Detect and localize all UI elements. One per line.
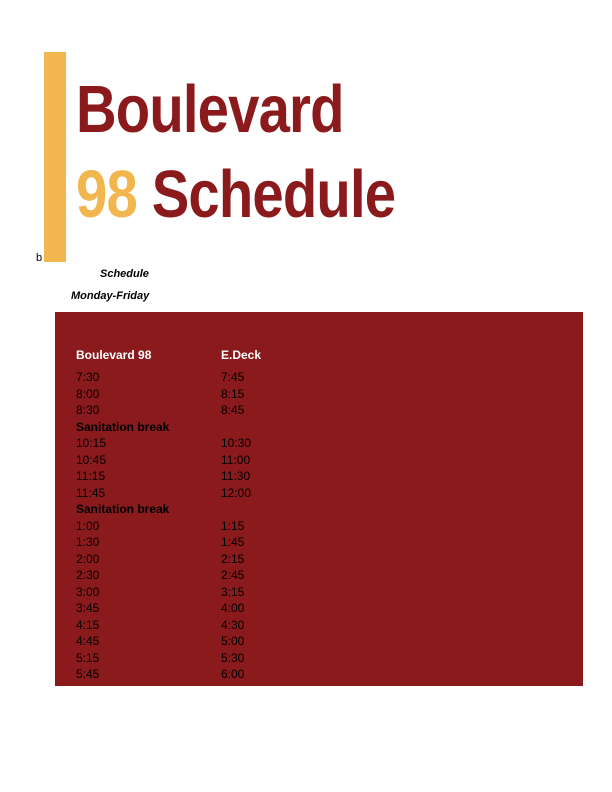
departure-time-boulevard: 11:15 bbox=[76, 469, 106, 483]
departure-time-edeck: 1:45 bbox=[221, 535, 245, 549]
departure-time-edeck: 8:45 bbox=[221, 403, 245, 417]
departure-time-edeck: 1:15 bbox=[221, 518, 245, 533]
table-row bbox=[76, 452, 376, 469]
table-row bbox=[76, 666, 376, 683]
departure-time-edeck: 12:00 bbox=[221, 485, 252, 500]
departure-time-boulevard: 10:45 bbox=[76, 452, 107, 467]
subtitle-days: Monday-Friday bbox=[71, 290, 150, 302]
departure-time-boulevard: 8:00 bbox=[76, 386, 100, 401]
timetable bbox=[55, 312, 583, 686]
table-row bbox=[76, 485, 376, 502]
departure-time-edeck: 8:15 bbox=[221, 386, 245, 401]
departure-time-edeck: 10:30 bbox=[221, 436, 252, 450]
subtitle-schedule: Schedule bbox=[100, 268, 149, 280]
timetable-rows bbox=[76, 369, 376, 683]
table-row bbox=[76, 386, 376, 403]
table-row bbox=[76, 468, 376, 485]
break-row bbox=[76, 419, 376, 436]
departure-time-edeck: 2:45 bbox=[221, 568, 245, 582]
departure-time-boulevard: 1:30 bbox=[76, 535, 100, 549]
departure-time-boulevard: 7:30 bbox=[76, 370, 100, 384]
table-row bbox=[76, 435, 376, 452]
page-title-line-1: Boulevard bbox=[76, 72, 344, 147]
break-label: Sanitation break bbox=[76, 419, 170, 434]
accent-bar bbox=[44, 52, 66, 262]
column-header-boulevard: Boulevard 98 bbox=[76, 348, 152, 362]
departure-time-edeck: 2:15 bbox=[221, 551, 245, 566]
table-row bbox=[76, 617, 376, 634]
table-row bbox=[76, 633, 376, 650]
table-row bbox=[76, 650, 376, 667]
table-row bbox=[76, 600, 376, 617]
departure-time-boulevard: 3:00 bbox=[76, 584, 100, 599]
departure-time-boulevard: 8:30 bbox=[76, 403, 100, 417]
departure-time-boulevard: 2:30 bbox=[76, 568, 100, 582]
departure-time-boulevard: 11:45 bbox=[76, 485, 106, 500]
departure-time-edeck: 4:30 bbox=[221, 617, 245, 632]
departure-time-boulevard: 5:45 bbox=[76, 667, 100, 681]
column-header-edeck: E.Deck bbox=[221, 348, 262, 362]
departure-time-boulevard: 2:00 bbox=[76, 551, 100, 566]
departure-time-boulevard: 10:15 bbox=[76, 436, 107, 450]
departure-time-edeck: 5:00 bbox=[221, 634, 245, 648]
departure-time-boulevard: 5:15 bbox=[76, 650, 100, 665]
departure-time-edeck: 3:15 bbox=[221, 584, 245, 599]
departure-time-edeck: 7:45 bbox=[221, 370, 245, 384]
table-row bbox=[76, 518, 376, 535]
title-schedule-word: Schedule bbox=[151, 157, 396, 232]
table-row bbox=[76, 369, 376, 386]
departure-time-boulevard: 4:15 bbox=[76, 617, 100, 632]
departure-time-edeck: 6:00 bbox=[221, 667, 245, 681]
table-row bbox=[76, 534, 376, 551]
table-row bbox=[76, 567, 376, 584]
page-title-line-2 bbox=[76, 157, 396, 232]
departure-time-edeck: 11:30 bbox=[221, 469, 251, 483]
table-row bbox=[76, 402, 376, 419]
departure-time-edeck: 5:30 bbox=[221, 650, 245, 665]
table-row bbox=[76, 551, 376, 568]
departure-time-boulevard: 3:45 bbox=[76, 601, 100, 615]
break-label: Sanitation break bbox=[76, 502, 170, 516]
stray-character: b bbox=[36, 252, 43, 264]
departure-time-edeck: 4:00 bbox=[221, 601, 245, 615]
break-row bbox=[76, 501, 376, 518]
departure-time-boulevard: 1:00 bbox=[76, 518, 100, 533]
table-row bbox=[76, 584, 376, 601]
route-number: 98 bbox=[76, 157, 137, 232]
departure-time-boulevard: 4:45 bbox=[76, 634, 100, 648]
departure-time-edeck: 11:00 bbox=[221, 452, 251, 467]
